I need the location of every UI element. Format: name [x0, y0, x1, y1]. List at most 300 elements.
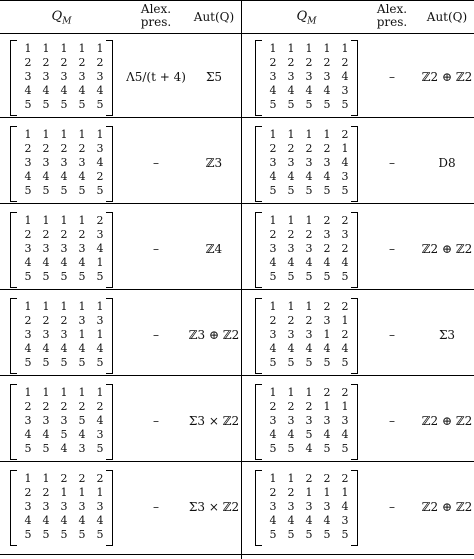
matrix-cell: 4	[60, 342, 68, 355]
matrix-cell: 3	[287, 414, 295, 427]
matrix-cell: 1	[24, 386, 32, 399]
matrix-cell: 2	[323, 242, 331, 255]
matrix-cell: 4	[24, 514, 32, 527]
matrix-cell: 2	[341, 328, 349, 341]
top-rule	[0, 0, 474, 1]
matrix-cell: 1	[341, 142, 349, 155]
matrix-cell: 3	[60, 414, 68, 427]
matrix-cell: 5	[78, 184, 86, 197]
matrix-left-bracket	[10, 126, 17, 202]
matrix-cell: 2	[287, 486, 295, 499]
matrix-cell: 3	[323, 156, 331, 169]
matrix-cell: 4	[42, 256, 50, 269]
matrix-cell: 3	[24, 242, 32, 255]
matrix-cell: 3	[323, 414, 331, 427]
matrix-cell: 1	[78, 214, 86, 227]
automorphism-group: Σ3	[438, 328, 456, 342]
row-separator	[0, 289, 474, 290]
matrix-cell: 4	[60, 170, 68, 183]
matrix-cell: 4	[24, 342, 32, 355]
header-rule	[0, 33, 474, 34]
matrix-cell: 5	[78, 356, 86, 369]
matrix-cell: 1	[305, 486, 313, 499]
matrix-cell: 3	[305, 500, 313, 513]
matrix-cell: 3	[24, 156, 32, 169]
quandle-matrix	[255, 384, 358, 458]
matrix-cell: 5	[305, 270, 313, 283]
matrix-cell: 4	[96, 342, 104, 355]
matrix-cell: 2	[24, 314, 32, 327]
matrix-cell: 4	[24, 170, 32, 183]
matrix-cell: 2	[341, 386, 349, 399]
alex-presentation: –	[389, 328, 395, 342]
matrix-cell: 4	[269, 170, 277, 183]
matrix-cell: 5	[78, 528, 86, 541]
matrix-cell: 4	[269, 256, 277, 269]
alex-presentation: –	[153, 156, 159, 170]
matrix-cell: 5	[305, 528, 313, 541]
matrix-cell: 5	[269, 98, 277, 111]
quandle-matrix	[255, 298, 358, 372]
matrix-cell: 4	[305, 442, 313, 455]
matrix-cell: 3	[305, 242, 313, 255]
matrix-cell: 3	[323, 228, 331, 241]
matrix-cell: 5	[341, 442, 349, 455]
matrix-cell: 5	[287, 442, 295, 455]
quandle-matrix	[10, 212, 113, 286]
matrix-cell: 1	[78, 300, 86, 313]
matrix-cell: 3	[78, 500, 86, 513]
automorphism-group: ℤ2 ⊕ ℤ2	[421, 242, 473, 256]
matrix-cell: 4	[42, 428, 50, 441]
matrix-cell: 2	[60, 314, 68, 327]
matrix-cell: 1	[287, 472, 295, 485]
matrix-cell: 5	[96, 356, 104, 369]
automorphism-group: Σ3 × ℤ2	[188, 500, 240, 514]
matrix-cell: 2	[78, 400, 86, 413]
automorphism-group: ℤ2 ⊕ ℤ2	[421, 70, 473, 84]
matrix-cell: 4	[341, 342, 349, 355]
matrix-cell: 1	[24, 300, 32, 313]
matrix-cell: 2	[78, 228, 86, 241]
matrix-cell: 2	[42, 142, 50, 155]
matrix-cell: 5	[60, 356, 68, 369]
matrix-cell: 2	[269, 142, 277, 155]
matrix-cell: 1	[305, 386, 313, 399]
matrix-cell: 1	[78, 128, 86, 141]
matrix-cell: 2	[305, 228, 313, 241]
matrix-cell: 4	[323, 170, 331, 183]
matrix-cell: 1	[305, 300, 313, 313]
matrix-cell: 2	[305, 472, 313, 485]
matrix-cell: 3	[42, 328, 50, 341]
matrix-cell: 4	[60, 514, 68, 527]
matrix-cell: 3	[96, 314, 104, 327]
matrix-cell: 2	[341, 472, 349, 485]
matrix-left-bracket	[255, 40, 262, 116]
matrix-cell: 4	[323, 256, 331, 269]
matrix-cell: 4	[341, 70, 349, 83]
header-right-alex: Alex. pres.	[376, 2, 408, 29]
matrix-cell: 2	[42, 486, 50, 499]
matrix-cell: 5	[96, 98, 104, 111]
matrix-cell: 3	[42, 242, 50, 255]
matrix-cell: 2	[96, 400, 104, 413]
matrix-cell: 2	[42, 314, 50, 327]
matrix-cell: 2	[341, 214, 349, 227]
automorphism-group: ℤ2 ⊕ ℤ2	[421, 500, 473, 514]
center-divider	[241, 0, 242, 559]
matrix-cell: 2	[323, 142, 331, 155]
matrix-cell: 5	[269, 528, 277, 541]
row-separator	[0, 117, 474, 118]
matrix-cell: 1	[305, 214, 313, 227]
matrix-cell: 3	[341, 414, 349, 427]
matrix-cell: 2	[323, 214, 331, 227]
matrix-cell: 4	[78, 514, 86, 527]
matrix-cell: 5	[269, 442, 277, 455]
matrix-cell: 5	[96, 442, 104, 455]
matrix-left-bracket	[10, 212, 17, 288]
matrix-cell: 5	[96, 184, 104, 197]
matrix-cell: 3	[78, 314, 86, 327]
matrix-cell: 5	[341, 270, 349, 283]
matrix-cell: 5	[287, 356, 295, 369]
matrix-cell: 5	[60, 184, 68, 197]
matrix-cell: 2	[24, 142, 32, 155]
matrix-cell: 2	[60, 142, 68, 155]
matrix-cell: 3	[96, 428, 104, 441]
matrix-cell: 5	[42, 184, 50, 197]
matrix-cell: 1	[78, 386, 86, 399]
matrix-cell: 2	[305, 142, 313, 155]
matrix-cell: 4	[341, 428, 349, 441]
matrix-cell: 5	[24, 528, 32, 541]
matrix-cell: 5	[323, 98, 331, 111]
matrix-cell: 4	[323, 84, 331, 97]
matrix-cell: 1	[287, 300, 295, 313]
matrix-cell: 3	[96, 70, 104, 83]
matrix-cell: 4	[96, 514, 104, 527]
matrix-cell: 1	[42, 214, 50, 227]
matrix-cell: 3	[323, 314, 331, 327]
matrix-cell: 2	[341, 242, 349, 255]
matrix-cell: 4	[96, 156, 104, 169]
matrix-cell: 4	[305, 256, 313, 269]
matrix-cell: 2	[96, 214, 104, 227]
header-left-alex: Alex. pres.	[140, 2, 172, 29]
quandle-matrix	[255, 40, 358, 114]
matrix-cell: 4	[78, 84, 86, 97]
automorphism-group: ℤ4	[205, 242, 223, 256]
matrix-cell: 3	[42, 414, 50, 427]
matrix-cell: 2	[60, 56, 68, 69]
matrix-cell: 4	[269, 84, 277, 97]
matrix-cell: 1	[24, 472, 32, 485]
matrix-cell: 5	[42, 356, 50, 369]
matrix-cell: 1	[60, 214, 68, 227]
matrix-cell: 2	[24, 400, 32, 413]
matrix-cell: 2	[287, 400, 295, 413]
matrix-left-bracket	[255, 384, 262, 460]
matrix-left-bracket	[255, 470, 262, 546]
alex-presentation: –	[153, 328, 159, 342]
matrix-cell: 2	[323, 56, 331, 69]
matrix-cell: 2	[96, 56, 104, 69]
matrix-cell: 5	[24, 442, 32, 455]
matrix-cell: 2	[42, 56, 50, 69]
matrix-cell: 3	[341, 170, 349, 183]
alex-presentation: –	[389, 70, 395, 84]
quandle-matrix	[10, 384, 113, 458]
matrix-cell: 3	[341, 228, 349, 241]
matrix-cell: 5	[323, 270, 331, 283]
matrix-cell: 5	[78, 414, 86, 427]
matrix-cell: 2	[269, 228, 277, 241]
matrix-cell: 2	[60, 228, 68, 241]
matrix-cell: 5	[287, 270, 295, 283]
matrix-left-bracket	[10, 470, 17, 546]
header-right-qm: $Q_M$	[296, 9, 317, 27]
quandle-matrix	[10, 470, 113, 544]
matrix-cell: 2	[96, 170, 104, 183]
matrix-cell: 1	[287, 42, 295, 55]
matrix-cell: 3	[78, 70, 86, 83]
matrix-cell: 5	[305, 184, 313, 197]
matrix-cell: 1	[60, 128, 68, 141]
matrix-cell: 2	[341, 300, 349, 313]
matrix-cell: 4	[305, 342, 313, 355]
matrix-cell: 2	[60, 472, 68, 485]
matrix-cell: 4	[60, 256, 68, 269]
matrix-cell: 1	[42, 42, 50, 55]
matrix-cell: 4	[341, 156, 349, 169]
matrix-cell: 3	[60, 156, 68, 169]
matrix-cell: 1	[269, 42, 277, 55]
matrix-cell: 3	[323, 70, 331, 83]
matrix-cell: 4	[42, 170, 50, 183]
row-separator	[0, 203, 474, 204]
matrix-cell: 1	[323, 486, 331, 499]
matrix-cell: 3	[341, 514, 349, 527]
matrix-cell: 5	[305, 356, 313, 369]
matrix-cell: 5	[269, 184, 277, 197]
matrix-cell: 5	[24, 184, 32, 197]
matrix-cell: 2	[287, 228, 295, 241]
matrix-cell: 1	[341, 42, 349, 55]
matrix-cell: 4	[287, 170, 295, 183]
header-right-aut: Aut(Q)	[426, 10, 468, 24]
matrix-cell: 2	[269, 56, 277, 69]
matrix-cell: 1	[42, 128, 50, 141]
matrix-cell: 1	[269, 214, 277, 227]
matrix-cell: 1	[287, 214, 295, 227]
matrix-cell: 4	[305, 514, 313, 527]
matrix-cell: 4	[24, 428, 32, 441]
matrix-cell: 4	[78, 256, 86, 269]
row-separator	[0, 375, 474, 376]
alex-presentation: –	[389, 156, 395, 170]
matrix-cell: 1	[323, 42, 331, 55]
matrix-cell: 2	[269, 314, 277, 327]
quandle-matrix	[255, 126, 358, 200]
matrix-cell: 1	[60, 486, 68, 499]
matrix-cell: 3	[269, 500, 277, 513]
matrix-cell: 5	[24, 98, 32, 111]
automorphism-group: ℤ3	[205, 156, 223, 170]
matrix-cell: 3	[42, 70, 50, 83]
quandle-matrix	[10, 40, 113, 114]
matrix-cell: 2	[269, 486, 277, 499]
alex-presentation: –	[389, 242, 395, 256]
matrix-cell: 5	[305, 428, 313, 441]
matrix-cell: 5	[323, 356, 331, 369]
matrix-cell: 1	[96, 42, 104, 55]
matrix-cell: 4	[96, 414, 104, 427]
matrix-cell: 4	[60, 84, 68, 97]
matrix-cell: 3	[269, 328, 277, 341]
matrix-cell: 5	[305, 98, 313, 111]
matrix-cell: 5	[60, 528, 68, 541]
matrix-cell: 3	[305, 414, 313, 427]
matrix-cell: 2	[24, 228, 32, 241]
header-left-qm: $Q_M$	[51, 9, 72, 27]
matrix-cell: 1	[42, 300, 50, 313]
matrix-cell: 1	[305, 128, 313, 141]
matrix-left-bracket	[255, 126, 262, 202]
matrix-cell: 3	[269, 156, 277, 169]
matrix-cell: 4	[269, 514, 277, 527]
alex-presentation: –	[389, 414, 395, 428]
matrix-cell: 1	[323, 400, 331, 413]
matrix-cell: 3	[60, 70, 68, 83]
matrix-cell: 1	[78, 486, 86, 499]
matrix-cell: 3	[60, 242, 68, 255]
matrix-cell: 1	[96, 486, 104, 499]
matrix-cell: 2	[341, 56, 349, 69]
matrix-cell: 2	[323, 386, 331, 399]
matrix-cell: 5	[60, 428, 68, 441]
matrix-cell: 5	[323, 528, 331, 541]
matrix-cell: 3	[24, 500, 32, 513]
matrix-cell: 3	[287, 242, 295, 255]
alex-presentation: Λ5/(t + 4)	[126, 70, 186, 84]
matrix-cell: 4	[78, 342, 86, 355]
matrix-cell: 3	[287, 328, 295, 341]
matrix-cell: 2	[305, 314, 313, 327]
matrix-cell: 2	[305, 400, 313, 413]
matrix-cell: 1	[78, 328, 86, 341]
matrix-cell: 3	[78, 156, 86, 169]
matrix-cell: 5	[60, 98, 68, 111]
matrix-cell: 4	[269, 342, 277, 355]
matrix-cell: 3	[78, 442, 86, 455]
automorphism-group: ℤ2 ⊕ ℤ2	[421, 414, 473, 428]
matrix-cell: 5	[42, 98, 50, 111]
matrix-cell: 4	[96, 242, 104, 255]
matrix-cell: 4	[305, 84, 313, 97]
matrix-cell: 1	[60, 386, 68, 399]
matrix-cell: 4	[42, 514, 50, 527]
matrix-cell: 4	[305, 170, 313, 183]
matrix-cell: 3	[323, 500, 331, 513]
matrix-cell: 5	[269, 356, 277, 369]
matrix-cell: 1	[305, 42, 313, 55]
alex-presentation: –	[153, 500, 159, 514]
matrix-cell: 3	[305, 328, 313, 341]
matrix-cell: 2	[287, 56, 295, 69]
matrix-cell: 4	[323, 514, 331, 527]
matrix-cell: 1	[269, 472, 277, 485]
matrix-cell: 1	[323, 328, 331, 341]
matrix-cell: 1	[341, 400, 349, 413]
matrix-cell: 1	[96, 128, 104, 141]
matrix-cell: 3	[305, 70, 313, 83]
matrix-cell: 3	[60, 500, 68, 513]
alex-presentation: –	[153, 414, 159, 428]
matrix-cell: 4	[60, 442, 68, 455]
matrix-cell: 1	[323, 128, 331, 141]
matrix-cell: 3	[96, 142, 104, 155]
matrix-cell: 4	[287, 428, 295, 441]
matrix-cell: 3	[269, 70, 277, 83]
matrix-cell: 3	[42, 156, 50, 169]
matrix-cell: 3	[287, 156, 295, 169]
matrix-cell: 4	[78, 170, 86, 183]
matrix-left-bracket	[255, 212, 262, 288]
matrix-cell: 3	[96, 228, 104, 241]
matrix-cell: 4	[287, 342, 295, 355]
matrix-cell: 3	[305, 156, 313, 169]
matrix-cell: 1	[24, 42, 32, 55]
matrix-cell: 1	[287, 128, 295, 141]
matrix-cell: 5	[341, 184, 349, 197]
matrix-cell: 2	[287, 314, 295, 327]
matrix-cell: 2	[305, 56, 313, 69]
matrix-cell: 4	[323, 342, 331, 355]
matrix-cell: 4	[24, 84, 32, 97]
matrix-cell: 3	[24, 328, 32, 341]
matrix-cell: 2	[42, 400, 50, 413]
matrix-cell: 2	[323, 472, 331, 485]
matrix-cell: 5	[60, 270, 68, 283]
matrix-cell: 1	[96, 256, 104, 269]
matrix-cell: 2	[341, 128, 349, 141]
matrix-cell: 3	[24, 414, 32, 427]
matrix-cell: 1	[269, 128, 277, 141]
matrix-cell: 5	[287, 184, 295, 197]
matrix-cell: 5	[78, 98, 86, 111]
matrix-cell: 3	[287, 70, 295, 83]
matrix-cell: 1	[42, 386, 50, 399]
bottom-rule	[0, 554, 474, 555]
alex-presentation: –	[389, 500, 395, 514]
automorphism-group: D8	[438, 156, 456, 170]
matrix-cell: 3	[60, 328, 68, 341]
matrix-cell: 4	[78, 428, 86, 441]
matrix-cell: 2	[42, 228, 50, 241]
matrix-cell: 1	[269, 386, 277, 399]
matrix-cell: 1	[287, 386, 295, 399]
matrix-cell: 5	[341, 356, 349, 369]
matrix-cell: 5	[287, 98, 295, 111]
matrix-cell: 3	[269, 414, 277, 427]
matrix-cell: 3	[287, 500, 295, 513]
matrix-cell: 5	[96, 270, 104, 283]
automorphism-group: Σ3 × ℤ2	[188, 414, 240, 428]
matrix-left-bracket	[10, 298, 17, 374]
matrix-cell: 4	[323, 428, 331, 441]
